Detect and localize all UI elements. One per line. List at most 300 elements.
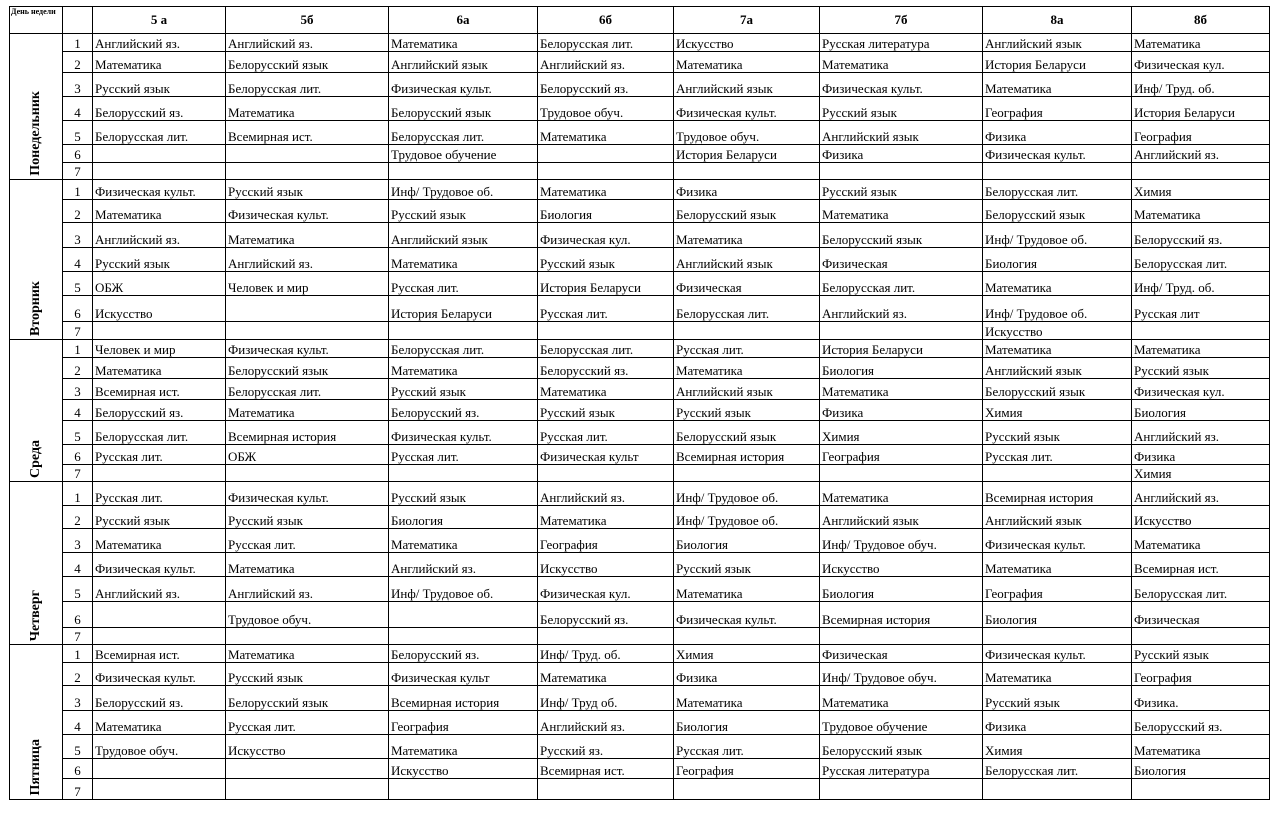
subject-cell: Математика [1132,340,1270,358]
subject-cell: Русский язык [389,482,538,506]
subject-cell [389,628,538,645]
subject-cell: Физическая кул. [1132,379,1270,400]
class-header: 8а [983,7,1132,34]
subject-cell: Инф/ Трудовое обуч. [820,529,983,553]
schedule-row [10,577,1270,602]
day-name-cell [10,34,63,180]
subject-cell: Английский язык [820,121,983,145]
schedule-row [10,358,1270,379]
subject-cell: Инф/ Трудовое об. [389,577,538,602]
subject-cell: Математика [674,52,820,73]
subject-cell: Биология [820,577,983,602]
schedule-row [10,445,1270,465]
subject-cell: Всемирная ист. [1132,553,1270,577]
subject-cell: Белорусский язык [820,223,983,248]
subject-cell: География [674,759,820,779]
subject-cell: Белорусская лит. [93,421,226,445]
subject-cell: Английский яз. [226,248,389,272]
subject-cell [820,779,983,800]
subject-cell: ОБЖ [226,445,389,465]
subject-cell: Математика [983,272,1132,296]
schedule-body [10,34,1270,800]
subject-cell: Математика [93,52,226,73]
lesson-number: 7 [63,779,93,800]
subject-cell: Искусство [1132,506,1270,529]
subject-cell: Физическая [1132,602,1270,628]
lesson-number: 5 [63,735,93,759]
subject-cell: География [983,97,1132,121]
subject-cell: Трудовое обуч. [674,121,820,145]
subject-cell: Математика [93,358,226,379]
subject-cell [389,465,538,482]
subject-cell: Всемирная история [674,445,820,465]
subject-cell [226,759,389,779]
subject-cell [674,628,820,645]
subject-cell: Математика [93,529,226,553]
subject-cell: География [1132,121,1270,145]
subject-cell: Математика [1132,529,1270,553]
schedule-row [10,73,1270,97]
class-header: 6б [538,7,674,34]
subject-cell: Биология [820,358,983,379]
schedule-row [10,686,1270,711]
subject-cell: Белорусская лит. [983,180,1132,200]
lesson-number: 3 [63,529,93,553]
subject-cell: Математика [820,200,983,223]
subject-cell: Физическая культ [389,663,538,686]
subject-cell: Биология [1132,400,1270,421]
subject-cell: Физическая культ. [983,529,1132,553]
subject-cell: Белорусский язык [674,200,820,223]
lesson-number: 2 [63,358,93,379]
subject-cell: Физическая культ. [93,663,226,686]
subject-cell: Русская лит. [93,482,226,506]
subject-cell: Белорусский язык [983,379,1132,400]
subject-cell: Русский язык [538,248,674,272]
subject-cell: География [983,577,1132,602]
schedule-row [10,553,1270,577]
lesson-number: 1 [63,482,93,506]
subject-cell: Английский язык [983,506,1132,529]
subject-cell: Английский язык [983,34,1132,52]
schedule-row [10,223,1270,248]
subject-cell: Инф/ Труд. об. [1132,73,1270,97]
subject-cell: Русская литература [820,34,983,52]
lesson-number: 5 [63,421,93,445]
class-header: 8б [1132,7,1270,34]
lesson-number: 3 [63,223,93,248]
subject-cell: Математика [538,506,674,529]
lesson-number: 3 [63,73,93,97]
lesson-number: 7 [63,465,93,482]
subject-cell: Физическая культ. [983,145,1132,163]
subject-cell: Искусство [820,553,983,577]
subject-cell: Математика [389,34,538,52]
lesson-number: 5 [63,121,93,145]
subject-cell: Английский яз. [93,223,226,248]
subject-cell: Белорусский яз. [538,358,674,379]
subject-cell: Русский язык [820,180,983,200]
subject-cell: Русский язык [226,506,389,529]
schedule-row [10,145,1270,163]
subject-cell: Русская лит. [389,445,538,465]
subject-cell: Математика [389,248,538,272]
schedule-row [10,400,1270,421]
subject-cell: Математика [538,663,674,686]
subject-cell [93,628,226,645]
subject-cell: Инф/ Труд. об. [1132,272,1270,296]
lesson-number: 1 [63,340,93,358]
subject-cell: Человек и мир [93,340,226,358]
subject-cell: Английский яз. [389,553,538,577]
subject-cell: Физическая культ. [674,602,820,628]
subject-cell: Русская лит. [674,735,820,759]
day-name-cell [10,482,63,645]
subject-cell [674,163,820,180]
subject-cell [1132,779,1270,800]
subject-cell: Всемирная история [389,686,538,711]
day-name-cell [10,180,63,340]
lesson-number: 5 [63,272,93,296]
subject-cell: Английский язык [389,223,538,248]
subject-cell: Биология [674,529,820,553]
subject-cell: Искусство [538,553,674,577]
subject-cell: Белорусская лит. [983,759,1132,779]
subject-cell: Английский яз. [538,482,674,506]
subject-cell [674,465,820,482]
subject-cell: Математика [389,529,538,553]
subject-cell: Русский язык [226,663,389,686]
subject-cell: Математика [226,553,389,577]
day-column-header: День недели [10,7,63,34]
subject-cell: География [1132,663,1270,686]
lesson-number: 4 [63,97,93,121]
subject-cell: Русская лит [1132,296,1270,322]
subject-cell: Белорусский яз. [389,645,538,663]
subject-cell: Английский яз. [226,577,389,602]
subject-cell: Математика [820,482,983,506]
subject-cell: Белорусский язык [674,421,820,445]
subject-cell: Математика [674,577,820,602]
schedule-row [10,465,1270,482]
subject-cell: Физическая [820,645,983,663]
schedule-row [10,663,1270,686]
schedule-row [10,506,1270,529]
subject-cell [389,602,538,628]
subject-cell: Белорусский язык [226,52,389,73]
subject-cell: Белорусский язык [389,97,538,121]
subject-cell: Физическая культ. [93,553,226,577]
subject-cell: Русский язык [93,73,226,97]
subject-cell: Белорусский язык [226,358,389,379]
lesson-number: 3 [63,379,93,400]
subject-cell: Белорусский яз. [93,686,226,711]
subject-cell: Белорусский яз. [389,400,538,421]
subject-cell: Русский язык [674,553,820,577]
subject-cell: Математика [226,97,389,121]
schedule-row [10,529,1270,553]
subject-cell [820,465,983,482]
subject-cell: География [538,529,674,553]
subject-cell: Белорусская лит. [820,272,983,296]
subject-cell: Белорусский яз. [538,73,674,97]
subject-cell: Английский язык [674,73,820,97]
schedule-row [10,379,1270,400]
subject-cell: Математика [674,358,820,379]
subject-cell [983,779,1132,800]
subject-cell: Английский яз. [1132,421,1270,445]
schedule-row [10,602,1270,628]
subject-cell: Всемирная ист. [93,645,226,663]
lesson-number: 2 [63,663,93,686]
lesson-number: 1 [63,34,93,52]
class-header: 7б [820,7,983,34]
subject-cell: Математика [226,400,389,421]
day-name-cell [10,340,63,482]
subject-cell [1132,322,1270,340]
lesson-number: 5 [63,577,93,602]
subject-cell: Математика [93,200,226,223]
subject-cell: Инф/ Труд об. [538,686,674,711]
day-name: Пятница [28,739,43,796]
subject-cell: Физика [1132,445,1270,465]
day-name-cell [10,645,63,800]
subject-cell: Русский язык [389,379,538,400]
subject-cell: Английский язык [389,52,538,73]
subject-cell: Физическая культ. [93,180,226,200]
subject-cell: Белорусская лит. [1132,248,1270,272]
subject-cell: Биология [983,248,1132,272]
subject-cell: Русский язык [1132,645,1270,663]
subject-cell: Английский яз. [226,34,389,52]
schedule-row [10,121,1270,145]
schedule-table [9,6,1270,800]
subject-cell: Русский язык [674,400,820,421]
subject-cell: История Беларуси [538,272,674,296]
subject-cell: Инф/ Трудовое об. [674,506,820,529]
class-header: 6а [389,7,538,34]
subject-cell: Белорусский яз. [538,602,674,628]
subject-cell: Белорусская лит. [538,340,674,358]
subject-cell: Английский яз. [93,34,226,52]
schedule-row [10,628,1270,645]
schedule-row [10,711,1270,735]
subject-cell: Белорусский язык [226,686,389,711]
subject-cell: Белорусская лит. [226,73,389,97]
subject-cell: Трудовое обуч. [93,735,226,759]
subject-cell: Английский яз. [538,52,674,73]
subject-cell: Инф/ Трудовое обуч. [820,663,983,686]
subject-cell [226,779,389,800]
subject-cell: История Беларуси [983,52,1132,73]
schedule-row [10,272,1270,296]
subject-cell [389,322,538,340]
lesson-number: 7 [63,163,93,180]
subject-cell [389,779,538,800]
subject-cell: Математика [820,686,983,711]
schedule-row [10,779,1270,800]
subject-cell: Трудовое обучение [820,711,983,735]
subject-cell: Физическая [674,272,820,296]
subject-cell: История Беларуси [820,340,983,358]
schedule-row [10,482,1270,506]
lesson-number: 1 [63,180,93,200]
subject-cell: Всемирная ист. [538,759,674,779]
schedule-row [10,248,1270,272]
lesson-number: 4 [63,711,93,735]
subject-cell [93,779,226,800]
subject-cell [538,145,674,163]
subject-cell: Физическая кул. [538,223,674,248]
subject-cell: Трудовое обуч. [538,97,674,121]
subject-cell: Физика [983,711,1132,735]
subject-cell: Русская литература [820,759,983,779]
subject-cell: Английский язык [820,506,983,529]
subject-cell [538,322,674,340]
subject-cell: Всемирная ист. [226,121,389,145]
lesson-number: 3 [63,686,93,711]
subject-cell: Математика [674,686,820,711]
subject-cell: Химия [674,645,820,663]
subject-cell: Физическая кул. [538,577,674,602]
subject-cell: Русская лит. [674,340,820,358]
class-header: 5б [226,7,389,34]
subject-cell: Математика [538,121,674,145]
subject-cell: Физика [983,121,1132,145]
subject-cell: Английский яз. [538,711,674,735]
subject-cell: Химия [1132,180,1270,200]
subject-cell: Английский яз. [1132,482,1270,506]
subject-cell: Русская лит. [389,272,538,296]
subject-cell: Русский язык [538,400,674,421]
lesson-number: 7 [63,322,93,340]
subject-cell: Биология [983,602,1132,628]
lesson-number: 6 [63,296,93,322]
subject-cell: Белорусский яз. [1132,711,1270,735]
subject-cell: Биология [389,506,538,529]
subject-cell: Физика. [1132,686,1270,711]
subject-cell: Искусство [389,759,538,779]
subject-cell: Английский яз. [93,577,226,602]
subject-cell: Математика [389,735,538,759]
subject-cell: Физическая культ. [226,200,389,223]
subject-cell: ОБЖ [93,272,226,296]
subject-cell: Английский яз. [1132,145,1270,163]
subject-cell: Инф/ Труд. об. [538,645,674,663]
subject-cell: Трудовое обучение [389,145,538,163]
subject-cell [226,296,389,322]
subject-cell: Русский язык [983,421,1132,445]
subject-cell [538,628,674,645]
subject-cell: Английский язык [674,379,820,400]
subject-cell: Физика [820,400,983,421]
subject-cell [983,163,1132,180]
subject-cell: Инф/ Трудовое об. [983,223,1132,248]
subject-cell: Белорусская лит. [389,340,538,358]
subject-cell: Белорусский язык [820,735,983,759]
schedule-row [10,322,1270,340]
subject-cell: Русский язык [93,248,226,272]
subject-cell [820,322,983,340]
schedule-row [10,421,1270,445]
subject-cell: Белорусская лит. [389,121,538,145]
subject-cell: Белорусский яз. [93,97,226,121]
subject-cell: Математика [1132,200,1270,223]
lesson-number: 2 [63,200,93,223]
schedule-row [10,34,1270,52]
subject-cell: Математика [93,711,226,735]
subject-cell [1132,163,1270,180]
subject-cell: Искусство [226,735,389,759]
subject-cell [820,628,983,645]
subject-cell: История Беларуси [674,145,820,163]
subject-cell: Русский язык [1132,358,1270,379]
subject-cell [983,628,1132,645]
subject-cell [93,163,226,180]
subject-cell [93,602,226,628]
subject-cell: Русская лит. [93,445,226,465]
lesson-number: 6 [63,145,93,163]
subject-cell: Математика [983,340,1132,358]
subject-cell: Искусство [983,322,1132,340]
lesson-number: 2 [63,52,93,73]
schedule-row [10,340,1270,358]
subject-cell: Трудовое обуч. [226,602,389,628]
subject-cell [983,465,1132,482]
schedule-row [10,759,1270,779]
lesson-number: 2 [63,506,93,529]
subject-cell: Биология [538,200,674,223]
subject-cell: Физическая культ. [226,340,389,358]
schedule-row [10,180,1270,200]
schedule-row [10,735,1270,759]
subject-cell: Всемирная ист. [93,379,226,400]
subject-cell [93,465,226,482]
subject-cell [226,465,389,482]
subject-cell: Русский язык [983,686,1132,711]
subject-cell: Инф/ Трудовое об. [983,296,1132,322]
subject-cell: Физическая культ. [674,97,820,121]
schedule-row [10,97,1270,121]
subject-cell: География [820,445,983,465]
class-header: 5 а [93,7,226,34]
subject-cell: Математика [983,553,1132,577]
subject-cell: Искусство [674,34,820,52]
subject-cell: Биология [1132,759,1270,779]
subject-cell: Русская лит. [538,421,674,445]
subject-cell: Математика [226,223,389,248]
subject-cell [226,163,389,180]
subject-cell: Физическая культ. [226,482,389,506]
subject-cell: Русский яз. [538,735,674,759]
subject-cell: Белорусский язык [983,200,1132,223]
subject-cell: Математика [820,379,983,400]
subject-cell: Физическая культ. [389,421,538,445]
subject-cell: Человек и мир [226,272,389,296]
subject-cell: География [389,711,538,735]
subject-cell: Физическая [820,248,983,272]
subject-cell: Белорусская лит. [538,34,674,52]
subject-cell: Русская лит. [226,711,389,735]
subject-cell: Физическая культ [538,445,674,465]
subject-cell: Русский язык [226,180,389,200]
subject-cell: Русский язык [93,506,226,529]
lesson-number: 1 [63,645,93,663]
subject-cell: Химия [1132,465,1270,482]
subject-cell: Математика [1132,34,1270,52]
subject-cell: Физическая кул. [1132,52,1270,73]
subject-cell [93,759,226,779]
